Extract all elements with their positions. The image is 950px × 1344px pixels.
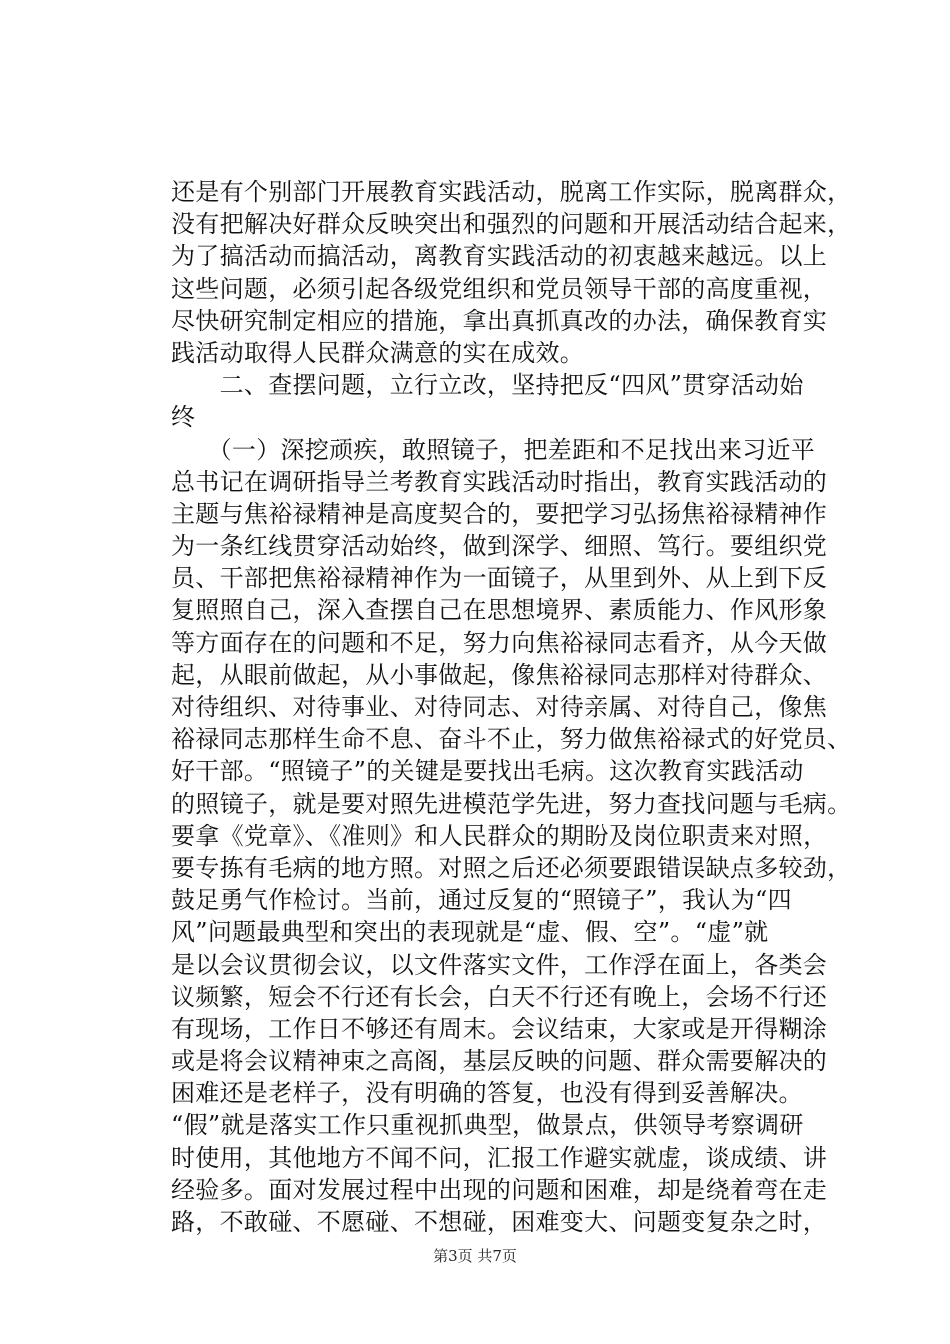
text-line: 复照照自己，深入查摆自己在思想境界、素质能力、作风形象 (171, 596, 828, 625)
text-line: 是以会议贯彻会议，以文件落实文件，工作浮在面上，各类会 (171, 950, 828, 979)
text-line: 要专拣有毛病的地方照。对照之后还必须要跟错误缺点多较劲， (171, 853, 852, 882)
page-footer: 第3页 共7页 (433, 1247, 517, 1265)
text-line: 的照镜子，就是要对照先进模范学先进，努力查找问题与毛病。 (171, 789, 852, 818)
text-line: 经验多。面对发展过程中出现的问题和困难，却是绕着弯在走 (171, 1175, 828, 1204)
text-line: 践活动取得人民群众满意的实在成效。 (171, 338, 585, 367)
text-line: 时使用，其他地方不闻不问，汇报工作避实就虚，谈成绩、讲 (171, 1143, 828, 1172)
text-line: 为了搞活动而搞活动，离教育实践活动的初衷越来越远。以上 (171, 242, 828, 271)
text-line: 要拿《党章》、《准则》和人民群众的期盼及岗位职责来对照， (171, 821, 828, 850)
text-line: 还是有个别部门开展教育实践活动，脱离工作实际，脱离群众， (171, 178, 852, 206)
text-line: 路，不敢碰、不愿碰、不想碰，困难变大、问题变复杂之时， (171, 1208, 828, 1236)
text-line: 没有把解决好群众反映突出和强烈的问题和开展活动结合起来， (171, 210, 852, 239)
text-line: 有现场，工作日不够还有周末。会议结束，大家或是开得糊涂 (171, 1014, 828, 1043)
subsection-heading-line: （一）深挖顽疾，敢照镜子，把差距和不足找出来习近平 (171, 435, 816, 464)
section-heading-line: 终 (171, 403, 196, 432)
text-line: 总书记在调研指导兰考教育实践活动时指出，教育实践活动的 (171, 467, 828, 496)
text-line: 对待组织、对待事业、对待同志、对待亲属、对待自己，像焦 (171, 693, 828, 721)
text-line: 议频繁，短会不行还有长会，白天不行还有晚上，会场不行还 (171, 982, 828, 1011)
text-line: 好干部。“照镜子”的关键是要找出毛病。这次教育实践活动 (171, 757, 804, 786)
text-line: 等方面存在的问题和不足，努力向焦裕禄同志看齐，从今天做 (171, 628, 828, 657)
text-line: 鼓足勇气作检讨。当前，通过反复的“照镜子”，我认为“四 (171, 886, 792, 915)
text-line: 或是将会议精神束之高阁，基层反映的问题、群众需要解决的 (171, 1047, 828, 1076)
section-heading-line: 二、查摆问题，立行立改，坚持把反“四风”贯穿活动始 (171, 371, 804, 400)
text-line: 裕禄同志那样生命不息、奋斗不止，努力做焦裕禄式的好党员、 (171, 725, 852, 754)
text-line: 起，从眼前做起，从小事做起，像焦裕禄同志那样对待群众、 (171, 660, 828, 689)
text-line: 员、干部把焦裕禄精神作为一面镜子，从里到外、从上到下反 (171, 564, 828, 593)
text-line: 困难还是老样子，没有明确的答复，也没有得到妥善解决。 (171, 1079, 803, 1108)
body-text (171, 176, 852, 1238)
text-line: 这些问题，必须引起各级党组织和党员领导干部的高度重视， (171, 274, 828, 303)
text-line: 尽快研究制定相应的措施，拿出真抓真改的办法，确保教育实 (171, 306, 828, 335)
text-line: 主题与焦裕禄精神是高度契合的，要把学习弘扬焦裕禄精神作 (171, 499, 828, 528)
text-line: 风”问题最典型和突出的表现就是“虚、假、空”。“虚”就 (171, 918, 769, 947)
text-line: 为一条红线贯穿活动始终，做到深学、细照、笃行。要组织党 (171, 532, 828, 561)
text-line: “假”就是落实工作只重视抓典型，做景点，供领导考察调研 (171, 1111, 804, 1140)
